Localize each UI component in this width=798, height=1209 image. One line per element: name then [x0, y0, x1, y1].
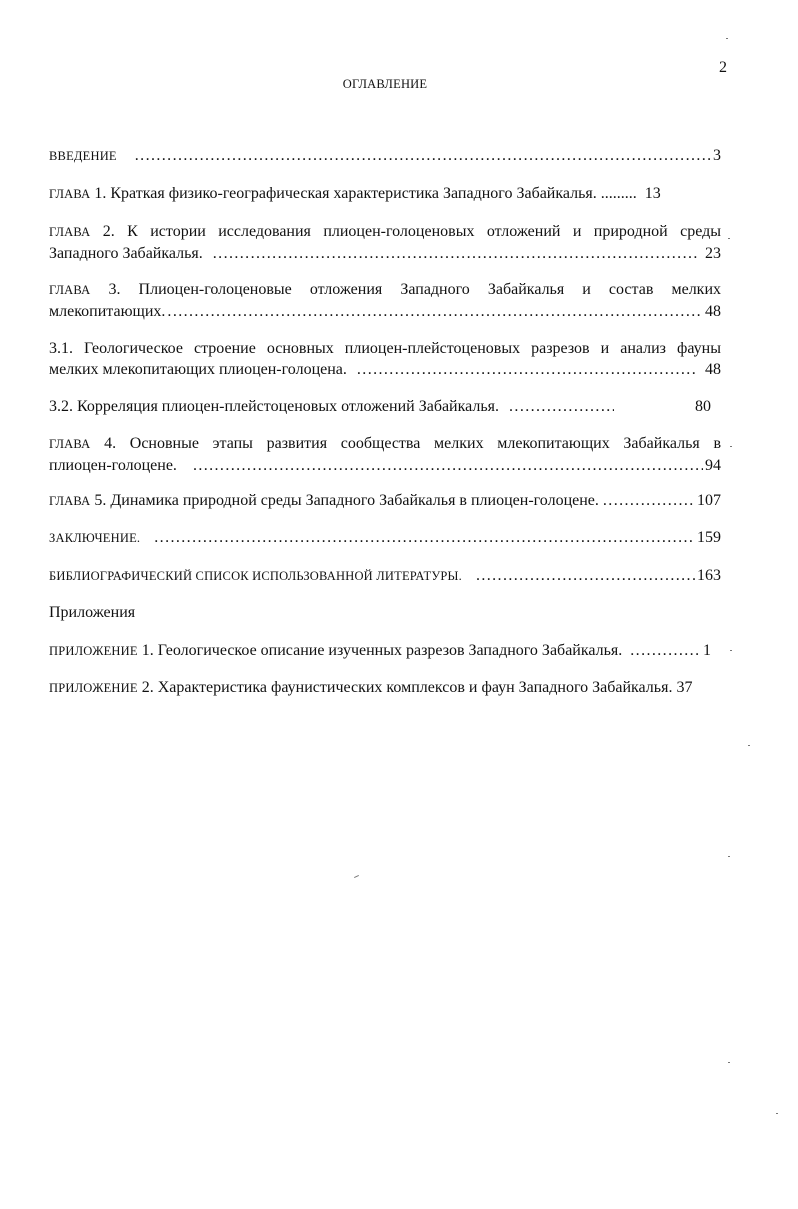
scan-speck — [730, 446, 732, 447]
entry-label: ЗАКЛЮЧЕНИЕ. — [49, 531, 141, 545]
dot-leader — [193, 455, 703, 476]
dot-leader — [167, 301, 703, 322]
toc-title: ОГЛАВЛЕНИЕ — [342, 77, 428, 91]
entry-label: ПРИЛОЖЕНИЕ — [49, 681, 138, 695]
entry-page: 48 — [705, 303, 721, 320]
scan-speck — [730, 650, 732, 651]
entry-text-line2: Западного Забайкалья. — [49, 245, 203, 262]
entry-page: 107 — [697, 492, 721, 509]
entry-page: 37 — [676, 679, 693, 696]
entry-text: 5. Динамика природной среды Западного Забайкалья в плиоцен-голоцене. — [94, 492, 599, 509]
dot-leader — [509, 396, 614, 417]
entry-page: 80 — [695, 398, 711, 415]
toc-entry-section-3-2[interactable] — [49, 396, 721, 417]
scan-speck — [728, 856, 730, 857]
dot-leader — [135, 145, 711, 166]
toc-entry-chapter-3[interactable] — [49, 279, 721, 322]
dot-leader — [630, 640, 701, 661]
dot-leader — [154, 527, 695, 548]
entry-label: ГЛАВА — [49, 283, 91, 297]
entry-page: 23 — [705, 245, 721, 262]
page-number: 2 — [719, 59, 727, 76]
entry-text: 1. Краткая физико-географическая характеристика Западного Забайкалья. ......... — [94, 185, 637, 202]
entry-text: 1. Геологическое описание изученных разрезов Западного Забайкалья. — [141, 642, 623, 659]
entry-label: ГЛАВА — [49, 187, 91, 201]
toc-entry-chapter-5[interactable] — [49, 490, 721, 512]
entry-label: ГЛАВА — [49, 494, 91, 508]
entry-text-line1: 4. Основные этапы развития сообщества мелких млекопитающих Забайкалья в — [104, 435, 721, 452]
dot-leader — [213, 243, 697, 264]
toc-entry-chapter-2[interactable] — [49, 221, 721, 264]
toc-entry-appendices-heading — [49, 602, 721, 623]
toc-entry-chapter-1[interactable] — [49, 183, 721, 205]
toc-entry-conclusion[interactable] — [49, 527, 721, 549]
entry-text: 3.2. Корреляция плиоцен-плейстоценовых отложений Забайкалья. — [49, 398, 500, 415]
toc-entry-chapter-4[interactable] — [49, 433, 721, 476]
scan-speck — [726, 38, 728, 39]
scan-speck — [354, 875, 359, 878]
entry-text: 2. Характеристика фаунистических комплексов и фаун Западного Забайкалья. — [141, 679, 673, 696]
entry-text-line2: мелких млекопитающих плиоцен-голоцена. — [49, 361, 347, 378]
entry-label: БИБЛИОГРАФИЧЕСКИЙ СПИСОК ИСПОЛЬЗОВАННОЙ ЛИТЕРАТУРЫ. — [49, 569, 462, 583]
scan-speck — [748, 745, 750, 746]
scan-speck — [728, 1062, 730, 1063]
entry-label: ПРИЛОЖЕНИЕ — [49, 644, 138, 658]
toc-entry-section-3-1[interactable] — [49, 338, 721, 380]
entry-text-line2: млекопитающих. — [49, 303, 166, 320]
toc-entry-appendix-1[interactable] — [49, 640, 721, 662]
entry-text-line1: 3.1. Геологическое строение основных плиоцен-плейстоценовых разрезов и анализ фауны — [49, 340, 721, 357]
entry-page: 94 — [705, 457, 721, 474]
scan-speck — [728, 238, 730, 239]
entry-label: ГЛАВА — [49, 437, 91, 451]
entry-page: 159 — [697, 529, 721, 546]
dot-leader — [476, 565, 695, 586]
entry-text-line1: 2. К истории исследования плиоцен-голоценовых отложений и природной среды — [102, 223, 721, 240]
entry-label: ВВЕДЕНИЕ — [49, 149, 117, 163]
entry-page: 3 — [713, 147, 721, 164]
entry-page: 48 — [705, 361, 721, 378]
entry-page: 163 — [697, 567, 721, 584]
dot-leader — [357, 359, 697, 380]
entry-page: 13 — [644, 185, 661, 202]
entry-page: 1 — [703, 642, 711, 659]
entry-text-line2: плиоцен-голоцене. — [49, 457, 177, 474]
toc-entry-bibliography[interactable] — [49, 565, 721, 587]
scan-speck — [776, 1113, 778, 1114]
entry-text-line1: 3. Плиоцен-голоценовые отложения Западного Забайкалья и состав мелких — [108, 281, 721, 298]
dot-leader — [603, 490, 695, 511]
entry-label: ГЛАВА — [49, 225, 91, 239]
toc-entry-introduction[interactable] — [49, 145, 721, 167]
toc-entry-appendix-2[interactable] — [49, 677, 721, 699]
entry-text: Приложения — [49, 604, 136, 621]
